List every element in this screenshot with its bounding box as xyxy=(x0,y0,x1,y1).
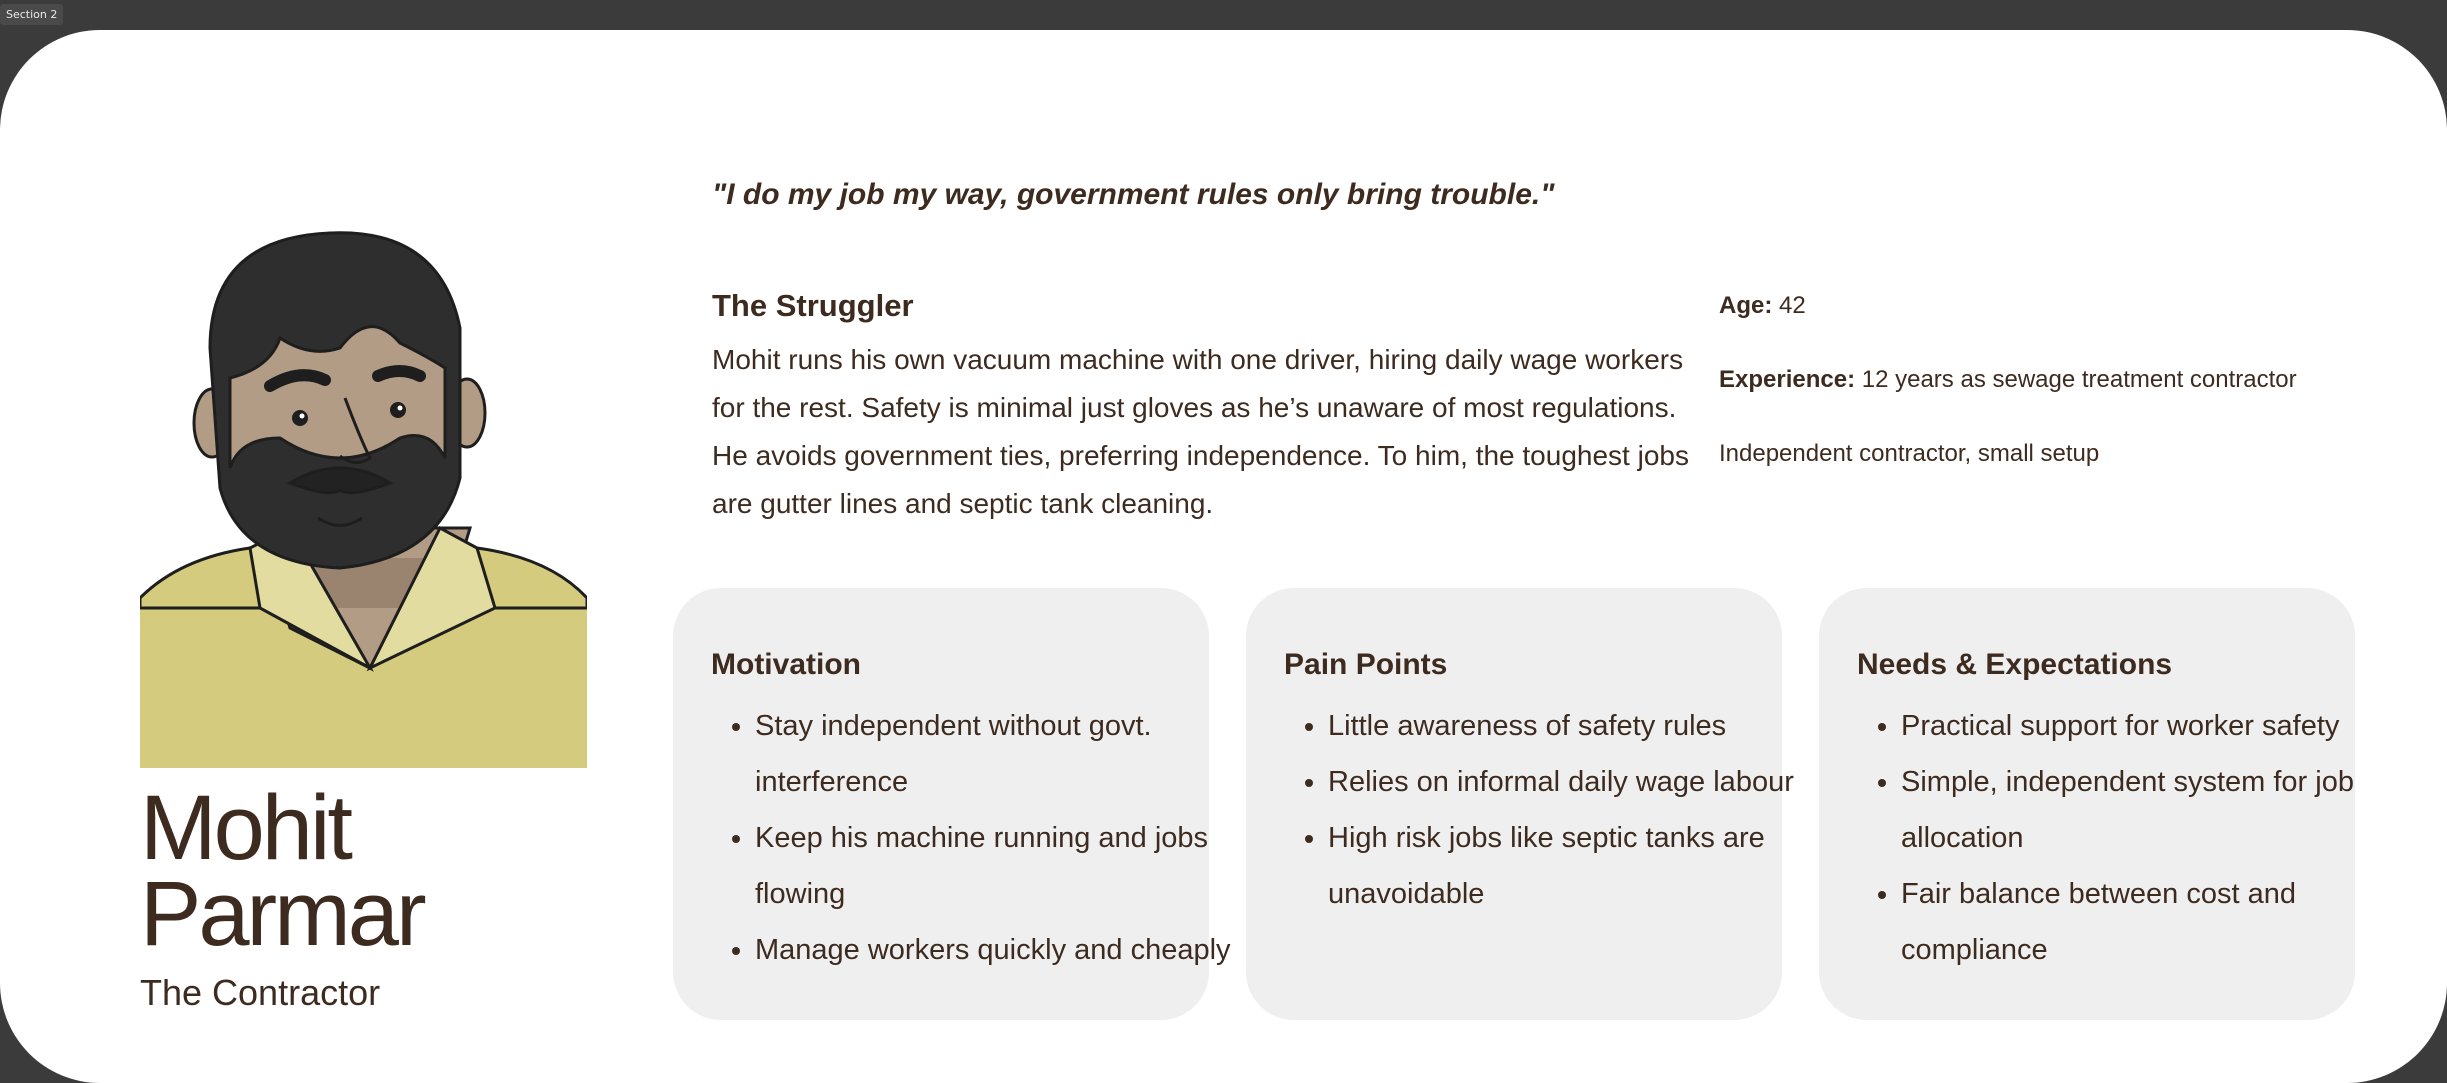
bio-paragraph: He avoids government ties, preferring independence. To him, the toughest jobs are gutter lines and septic tank cleaning. xyxy=(712,440,1689,519)
list-item: • Relies on informal daily wage labour xyxy=(1328,754,1816,810)
fact-experience-value: 12 years as sewage treatment contractor xyxy=(1861,366,2297,393)
fact-age xyxy=(1719,292,1806,320)
motivation-list xyxy=(711,698,1243,978)
pain-points-title: Pain Points xyxy=(1284,648,1448,681)
persona-name xyxy=(140,777,424,965)
list-item: • Stay independent without govt. interference xyxy=(755,698,1243,810)
pain-points-box xyxy=(1246,588,1794,1020)
persona-last-name: Parmar xyxy=(140,863,424,965)
list-item: • Little awareness of safety rules xyxy=(1328,698,1816,754)
motivation-title: Motivation xyxy=(711,648,861,681)
persona-role: The Contractor xyxy=(140,972,381,1013)
fact-age-value: 42 xyxy=(1779,292,1806,319)
list-item: • Keep his machine running and jobs flowing xyxy=(755,810,1243,922)
needs-expectations-box xyxy=(1819,588,2355,1020)
bio-paragraph: Mohit runs his own vacuum machine with one driver, hiring daily wage workers for the rest. Safety is minimal just gloves as he’s unaware of most regulations. xyxy=(712,344,1684,423)
fact-age-label: Age: xyxy=(1719,292,1773,319)
list-item: • Practical support for worker safety xyxy=(1901,698,2389,754)
fact-experience-label: Experience: xyxy=(1719,366,1856,393)
list-item: • Simple, independent system for job allocation xyxy=(1901,754,2389,866)
fact-experience xyxy=(1719,366,2297,394)
persona-quote: "I do my job my way, government rules only bring trouble." xyxy=(712,178,1555,211)
list-item: • High risk jobs like septic tanks are unavoidable xyxy=(1328,810,1816,922)
motivation-box xyxy=(673,588,1231,1020)
pain-points-list xyxy=(1284,698,1816,922)
persona-first-name: Mohit xyxy=(140,777,350,879)
persona-archetype: The Struggler xyxy=(712,288,914,323)
persona-card xyxy=(0,30,2447,1083)
list-item: • Fair balance between cost and compliance xyxy=(1901,866,2389,978)
section-label[interactable]: Section 2 xyxy=(0,4,63,25)
list-item: • Manage workers quickly and cheaply xyxy=(755,922,1243,978)
persona-avatar-illustration xyxy=(140,228,587,768)
persona-bio xyxy=(712,336,1692,528)
needs-expectations-list xyxy=(1857,698,2389,978)
fact-setup: Independent contractor, small setup xyxy=(1719,440,2100,467)
needs-expectations-title: Needs & Expectations xyxy=(1857,648,2173,681)
